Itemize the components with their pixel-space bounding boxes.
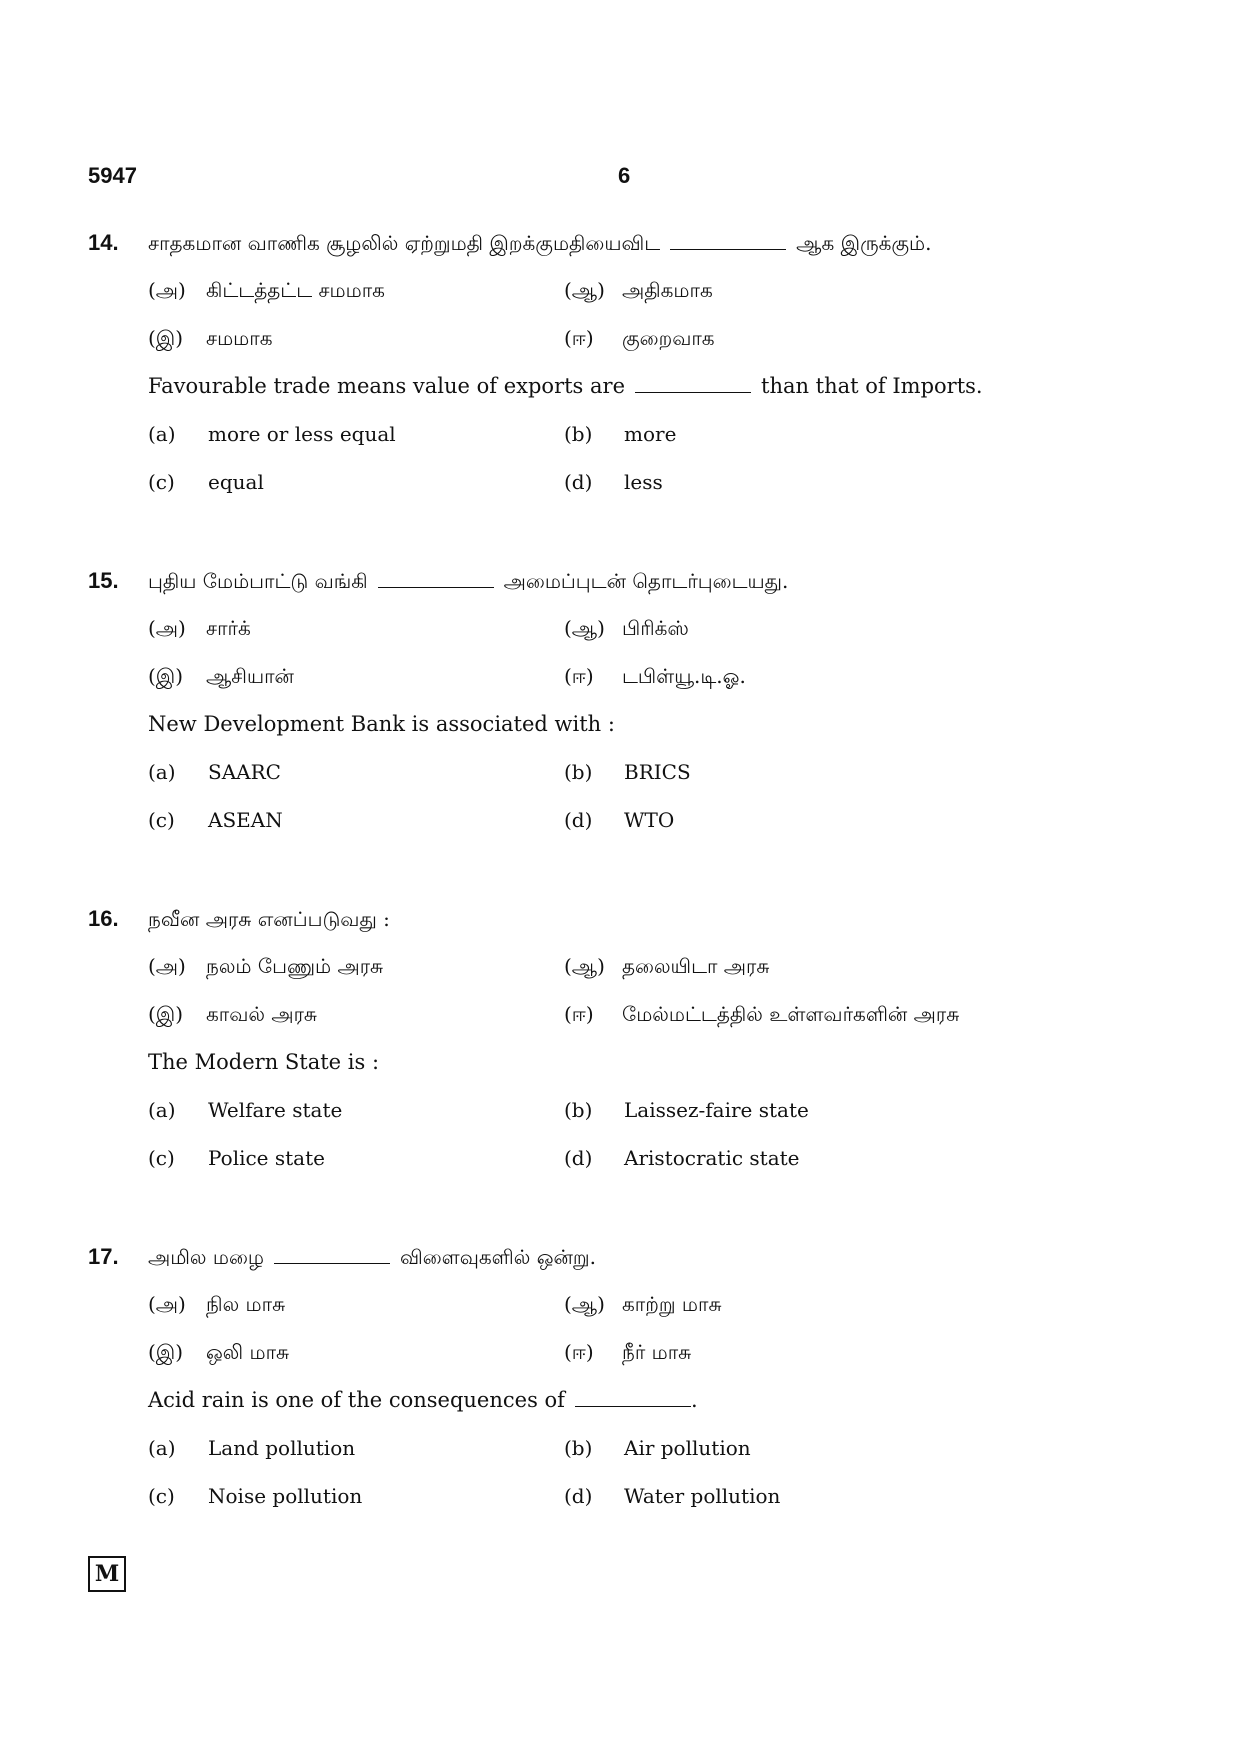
question-number: 15. xyxy=(88,568,119,593)
tamil-question-text: புதிய மேம்பாட்டு வங்கி அமைப்புடன் தொடர்புடையது. xyxy=(148,569,789,593)
answer-blank xyxy=(635,374,751,393)
english-options-row: (c) ASEAN (d) WTO xyxy=(148,808,675,832)
english-options-row: (c) Police state (d) Aristocratic state xyxy=(148,1146,800,1170)
tamil-options-row: (இ) ஒலி மாசு (ஈ) நீர் மாசு xyxy=(148,1340,692,1364)
answer-blank xyxy=(575,1388,691,1407)
tamil-question-text: அமில மழை விளைவுகளில் ஒன்று. xyxy=(148,1245,596,1269)
tamil-question-text: சாதகமான வாணிக சூழலில் ஏற்றுமதி இறக்குமதியைவிட ஆக இருக்கும். xyxy=(148,231,932,255)
question-number: 17. xyxy=(88,1244,119,1269)
tamil-question-text: நவீன அரசு எனப்படுவது : xyxy=(148,907,390,931)
tamil-options-row: (அ) கிட்டத்தட்ட சமமாக (ஆ) அதிகமாக xyxy=(148,278,713,302)
english-question-line xyxy=(88,712,1152,742)
question-17 xyxy=(88,1244,1152,1514)
tamil-question-line xyxy=(88,906,1152,936)
answer-blank xyxy=(378,569,494,588)
tamil-options-row: (அ) நில மாசு (ஆ) காற்று மாசு xyxy=(148,1292,722,1316)
page-number: 6 xyxy=(618,163,631,188)
question-16 xyxy=(88,906,1152,1176)
english-question-text: Favourable trade means value of exports are than that of Imports. xyxy=(148,374,983,398)
tamil-options-row: (அ) சார்க் (ஆ) பிரிக்ஸ் xyxy=(148,616,689,640)
tamil-options-row: (இ) சமமாக (ஈ) குறைவாக xyxy=(148,326,715,350)
tamil-question-line xyxy=(88,230,1152,260)
english-options-row: (a) more or less equal (b) more xyxy=(148,422,677,446)
english-options-row: (a) Welfare state (b) Laissez-faire state xyxy=(148,1098,809,1122)
tamil-options-row: (அ) நலம் பேணும் அரசு (ஆ) தலையிடா அரசு xyxy=(148,954,770,978)
english-question-line xyxy=(88,1388,1152,1418)
tamil-options-row: (இ) காவல் அரசு (ஈ) மேல்மட்டத்தில் உள்ளவர்களின் அரசு xyxy=(148,1002,960,1026)
tamil-question-line xyxy=(88,1244,1152,1274)
question-number: 16. xyxy=(88,906,119,931)
question-15 xyxy=(88,568,1152,838)
english-question-text: New Development Bank is associated with : xyxy=(148,712,615,736)
english-options-row: (c) Noise pollution (d) Water pollution xyxy=(148,1484,781,1508)
english-question-text: Acid rain is one of the consequences of . xyxy=(148,1388,698,1412)
answer-blank xyxy=(274,1245,390,1264)
tamil-question-line xyxy=(88,568,1152,598)
english-question-line xyxy=(88,374,1152,404)
page-header xyxy=(88,163,1152,193)
english-question-text: The Modern State is : xyxy=(148,1050,380,1074)
english-question-line xyxy=(88,1050,1152,1080)
english-options-row: (a) Land pollution (b) Air pollution xyxy=(148,1436,751,1460)
question-14 xyxy=(88,230,1152,500)
footer-mark-box: M xyxy=(88,1556,126,1592)
answer-blank xyxy=(670,231,786,250)
tamil-options-row: (இ) ஆசியான் (ஈ) டபிள்யூ.டி.ஓ. xyxy=(148,664,746,688)
paper-code: 5947 xyxy=(88,163,137,188)
english-options-row: (a) SAARC (b) BRICS xyxy=(148,760,691,784)
english-options-row: (c) equal (d) less xyxy=(148,470,663,494)
question-number: 14. xyxy=(88,230,119,255)
